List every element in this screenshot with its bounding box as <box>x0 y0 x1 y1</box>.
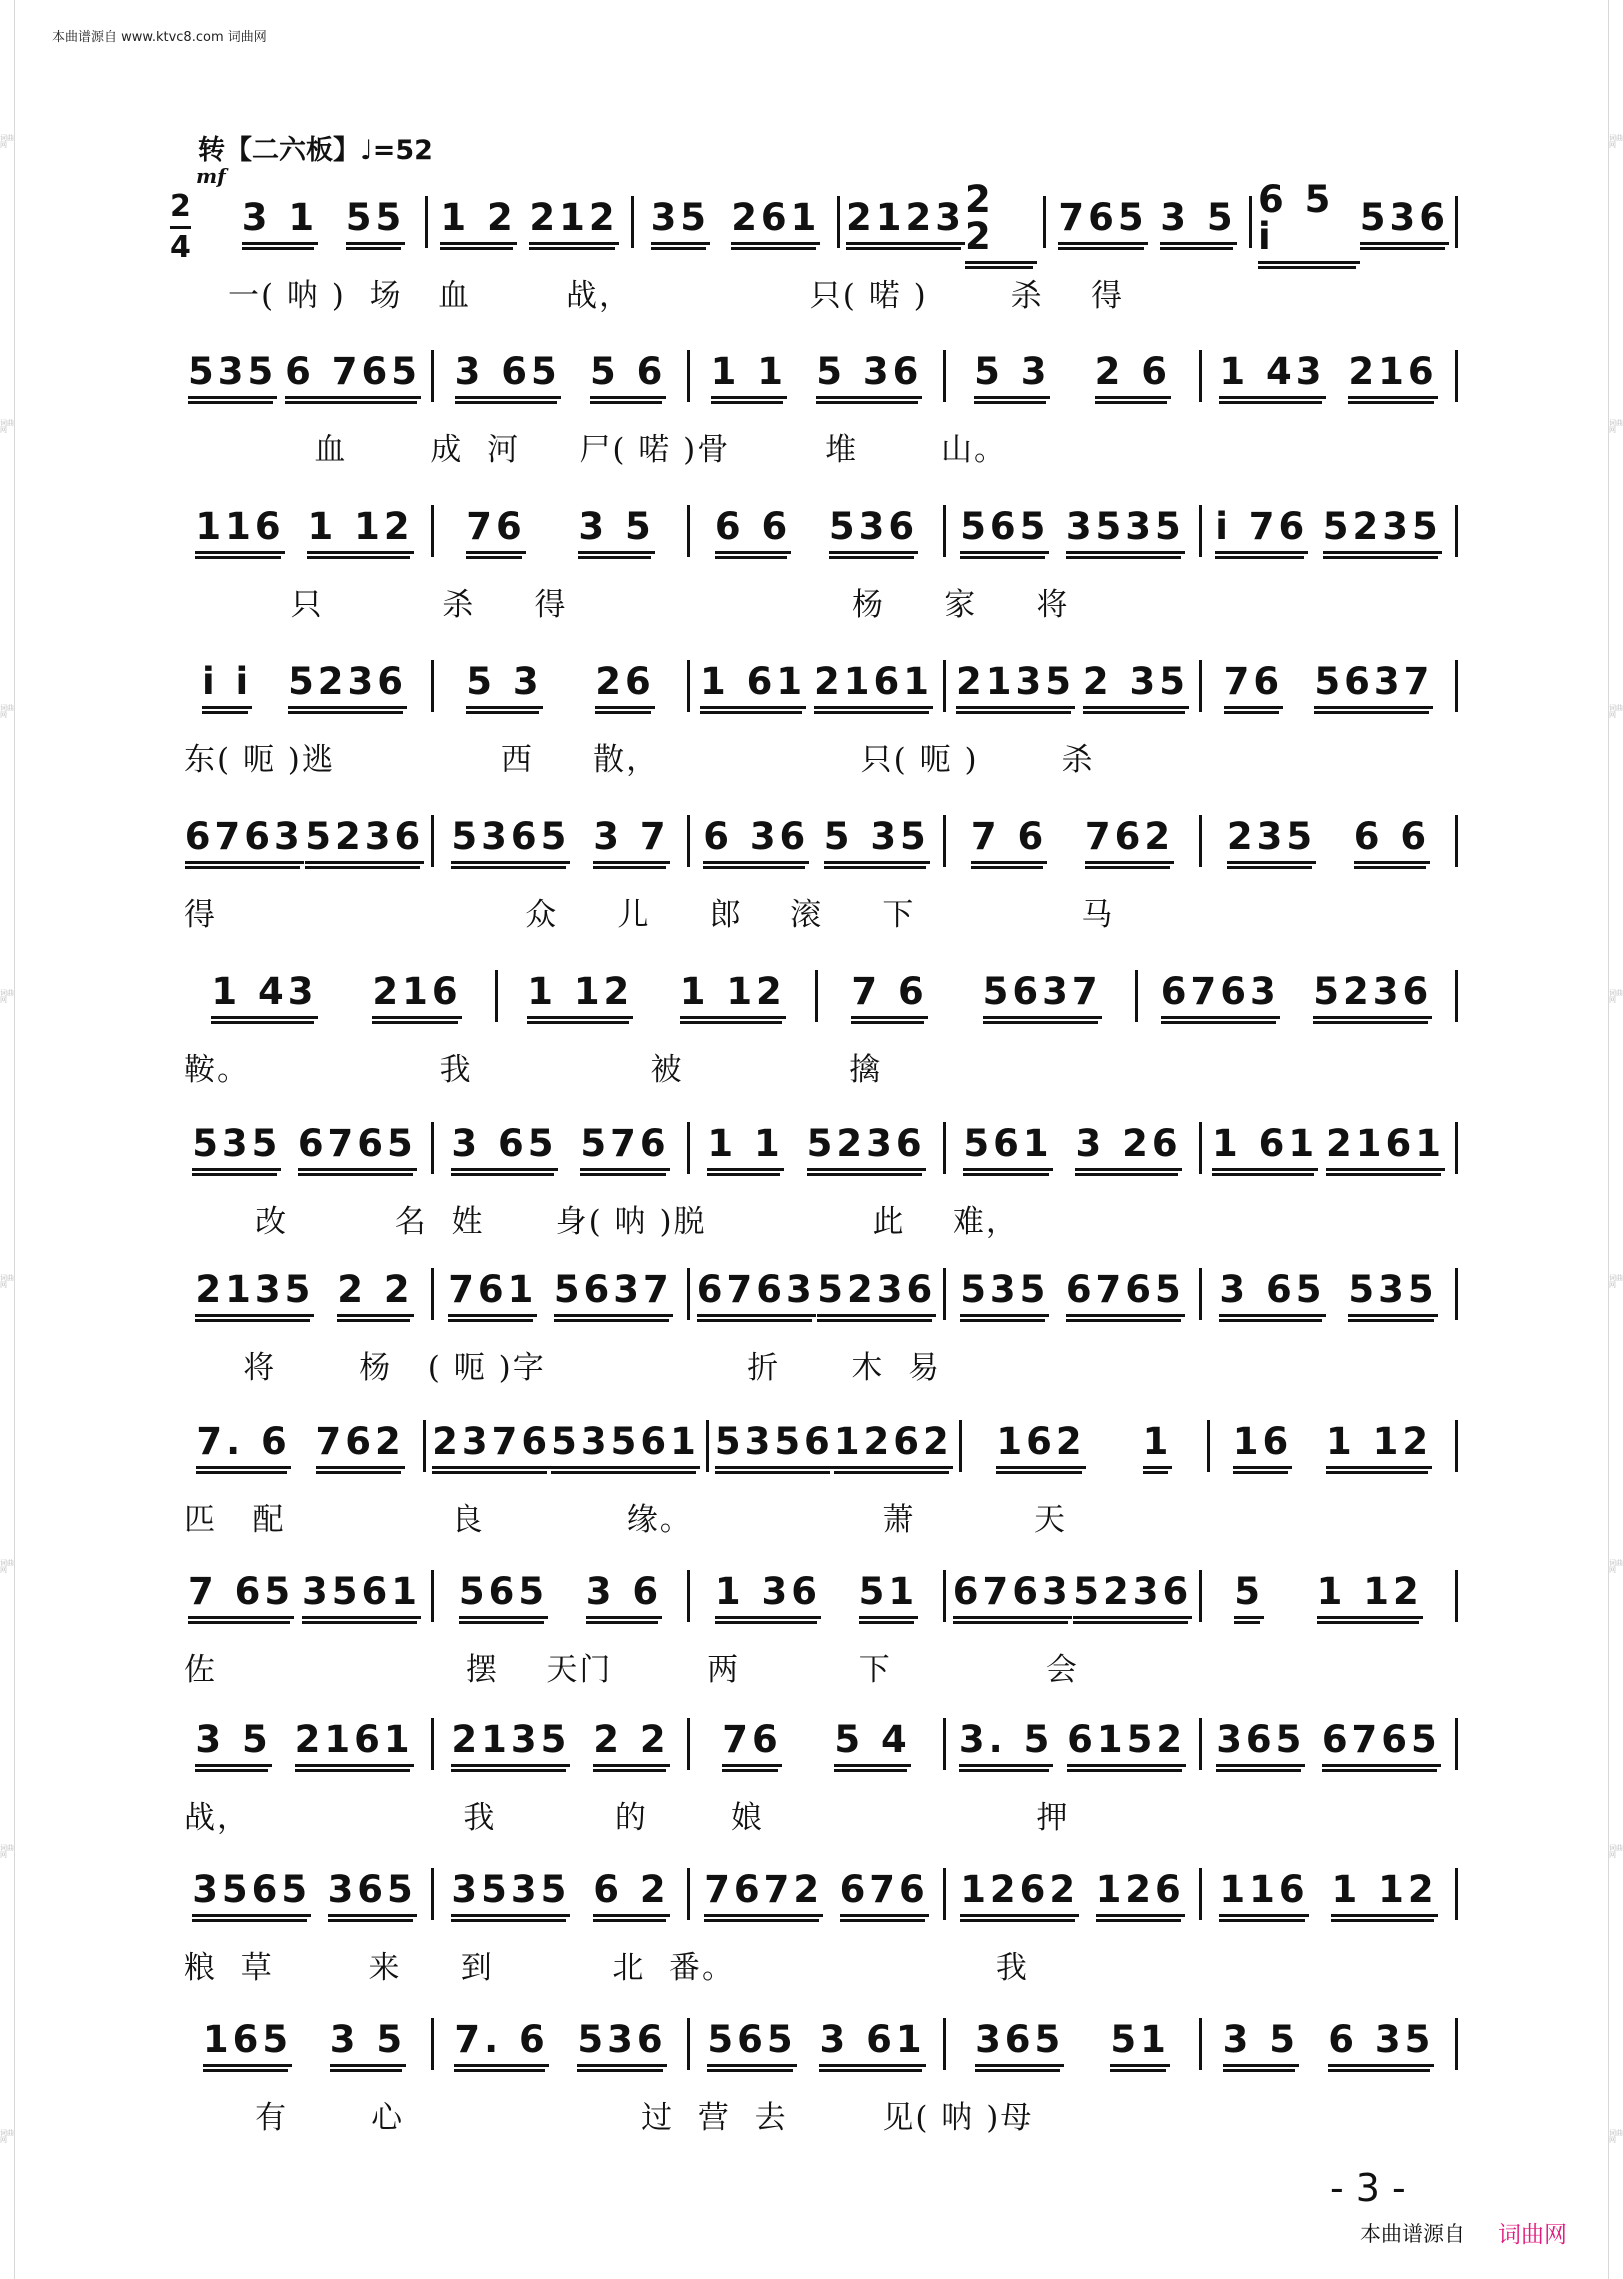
note-group: 535 <box>192 1125 281 1171</box>
note-group: 3 6 <box>586 1573 662 1619</box>
note-group: 6763 <box>953 1573 1072 1619</box>
note-group: 3535 <box>451 1871 570 1917</box>
measure <box>946 815 1202 867</box>
watermark-text: 词曲网 <box>0 704 14 720</box>
watermark-text: 词曲网 <box>0 1273 14 1289</box>
note-group: 7 65 <box>188 1573 294 1619</box>
notes-line <box>178 1122 1458 1174</box>
note-group: 6 36 <box>703 818 809 864</box>
notes-line <box>178 970 1458 1022</box>
note-group: 5236 <box>288 663 407 709</box>
note-group: 16 <box>1233 1423 1293 1469</box>
measure <box>1202 1268 1458 1320</box>
watermark-text: 词曲网 <box>1609 989 1623 1005</box>
note-group: 5236 <box>817 1271 936 1317</box>
lyrics-line: 将 杨 ( 呃 )字 折 木 易 <box>184 1350 942 1386</box>
note-group: 165 <box>203 2021 292 2067</box>
notes-line <box>178 2018 1458 2070</box>
score-system <box>178 1570 1458 1690</box>
measure <box>1202 350 1458 402</box>
note-group: 5 6 <box>590 353 666 399</box>
score-system <box>178 505 1458 625</box>
note-group: 565 <box>960 508 1049 554</box>
measure <box>1202 815 1458 867</box>
note-group: 2 2 <box>965 181 1037 264</box>
score-system <box>178 350 1458 470</box>
measure <box>178 660 434 712</box>
measure <box>946 660 1202 712</box>
note-group: 3. 5 <box>959 1721 1053 1767</box>
lyrics-line: 佐 摆 天门 两 下 会 <box>184 1652 1079 1688</box>
measure <box>1202 1122 1458 1174</box>
measure <box>178 350 434 402</box>
notes-line <box>222 177 1458 258</box>
note-group: 126 <box>1096 1871 1185 1917</box>
measure <box>498 970 818 1022</box>
note-group: 76 <box>466 508 526 554</box>
note-group: 3 5 <box>330 2021 406 2067</box>
note-group: 1 43 <box>1219 353 1325 399</box>
lyrics-line: 得 众 儿 郎 滚 下 马 <box>184 897 1115 933</box>
note-group: 1 43 <box>211 973 317 1019</box>
note-group: 1 12 <box>527 973 633 1019</box>
note-group: 5637 <box>1314 663 1433 709</box>
note-group: i i <box>202 663 252 709</box>
lyrics-line: 只 杀 得 杨 家 将 <box>184 587 1070 623</box>
note-group: 235 <box>1227 818 1316 864</box>
measure <box>709 1420 962 1472</box>
score-system <box>178 1868 1458 1988</box>
measure <box>690 505 946 557</box>
note-group: 1 12 <box>1331 1871 1437 1917</box>
tempo-marking: 转【二六板】♩=52 <box>198 135 433 166</box>
measure <box>434 1122 690 1174</box>
measure <box>946 2018 1202 2070</box>
note-group: 5236 <box>1313 973 1432 1019</box>
score-system <box>178 815 1458 935</box>
score-system <box>178 1718 1458 1838</box>
note-group: 536 <box>829 508 918 554</box>
measure <box>1202 505 1458 557</box>
measure <box>434 2018 690 2070</box>
measure <box>946 1268 1202 1320</box>
lyrics-line: 东( 呃 )逃 西 散， 只( 呃 ) 杀 <box>184 742 1095 778</box>
note-group: 3 7 <box>593 818 669 864</box>
measure <box>946 1122 1202 1174</box>
note-group: 535 <box>188 353 277 399</box>
note-group: 5235 <box>1323 508 1442 554</box>
note-group: 565 <box>707 2021 796 2067</box>
note-group: 1 <box>1143 1423 1173 1469</box>
measure <box>178 970 498 1022</box>
page-number: - 3 - <box>1330 2166 1406 2210</box>
time-signature-bar <box>170 226 191 229</box>
watermark-text: 词曲网 <box>1609 1273 1623 1289</box>
watermark-text: 词曲网 <box>1609 1843 1623 1859</box>
note-group: 7 6 <box>971 818 1047 864</box>
note-group: 6 2 <box>593 1871 669 1917</box>
measure <box>946 350 1202 402</box>
watermark-text: 词曲网 <box>0 1558 14 1574</box>
lyrics-line: 一( 呐 ) 场 血 战， 只( 喏 ) 杀 得 <box>228 278 1125 314</box>
measure <box>434 815 690 867</box>
score-system <box>178 2018 1458 2138</box>
measure <box>434 1570 690 1622</box>
note-group: 3 61 <box>819 2021 925 2067</box>
note-group: 1 1 <box>707 1125 783 1171</box>
measure <box>1202 1718 1458 1770</box>
measure <box>428 196 634 248</box>
notes-line <box>178 505 1458 557</box>
note-group: 3535 <box>1066 508 1185 554</box>
note-group: 2 6 <box>1095 353 1171 399</box>
lyrics-line: 粮 草 来 到 北 番。 我 <box>184 1950 1029 1986</box>
note-group: 216 <box>372 973 461 1019</box>
note-group: 2135 <box>451 1721 570 1767</box>
note-group: 6 35 <box>1328 2021 1434 2067</box>
measure <box>434 350 690 402</box>
note-group: 6763 <box>1161 973 1280 1019</box>
measure <box>434 505 690 557</box>
note-group: 53561 <box>551 1423 700 1469</box>
measure <box>690 350 946 402</box>
watermark-text: 词曲网 <box>0 419 14 435</box>
watermark-text: 词曲网 <box>0 989 14 1005</box>
measure <box>818 970 1138 1022</box>
note-group: 1 2 <box>440 199 516 245</box>
note-group: 3 65 <box>451 1125 557 1171</box>
measure <box>690 1868 946 1920</box>
note-group: 6 5 i <box>1258 181 1360 264</box>
note-group: 2 2 <box>337 1271 413 1317</box>
note-group: 5 3 <box>974 353 1050 399</box>
note-group: 5 35 <box>824 818 930 864</box>
notes-line <box>178 815 1458 867</box>
note-group: 5236 <box>305 818 424 864</box>
note-group: 1 12 <box>307 508 413 554</box>
note-group: 1262 <box>834 1423 953 1469</box>
watermark-text: 词曲网 <box>1609 704 1623 720</box>
score-system <box>178 970 1458 1090</box>
notes-line <box>178 350 1458 402</box>
time-signature-numerator: 2 <box>170 189 191 224</box>
note-group: 365 <box>975 2021 1064 2067</box>
note-group: 76 <box>1224 663 1284 709</box>
note-group: 536 <box>577 2021 666 2067</box>
note-group: 3 5 <box>1160 199 1236 245</box>
measure <box>178 1268 434 1320</box>
note-group: 26 <box>595 663 655 709</box>
dynamic-marking: mf <box>196 164 226 188</box>
notes-line <box>178 1420 1458 1472</box>
note-group: 1 1 <box>711 353 787 399</box>
measure <box>690 1268 946 1320</box>
right-edge-watermark-strip <box>1608 0 1623 2279</box>
note-group: 676 <box>840 1871 929 1917</box>
watermark-text: 词曲网 <box>1609 134 1623 150</box>
measure <box>840 177 1046 258</box>
measure <box>946 1570 1202 1622</box>
note-group: 5 <box>1234 1573 1264 1619</box>
left-edge-watermark-strip <box>0 0 15 2279</box>
measure <box>178 815 434 867</box>
note-group: 6765 <box>1066 1271 1185 1317</box>
watermark-text: 词曲网 <box>0 134 14 150</box>
note-group: 1 61 <box>1212 1125 1318 1171</box>
note-group: 1262 <box>960 1871 1079 1917</box>
measure <box>690 1122 946 1174</box>
watermark-text: 词曲网 <box>0 1843 14 1859</box>
note-group: 765 <box>1058 199 1147 245</box>
note-group: 116 <box>1219 1871 1308 1917</box>
note-group: 5 4 <box>834 1721 910 1767</box>
note-group: 762 <box>316 1423 405 1469</box>
note-group: 2135 <box>195 1271 314 1317</box>
note-group: 3 65 <box>455 353 561 399</box>
measure <box>690 1718 946 1770</box>
note-group: 565 <box>459 1573 548 1619</box>
score-system <box>178 1122 1458 1242</box>
measure <box>434 660 690 712</box>
note-group: 762 <box>1085 818 1174 864</box>
time-signature-denominator: 4 <box>170 230 191 265</box>
lyrics-line: 鞍。 我 被 擒 <box>184 1052 883 1088</box>
note-group: 7. 6 <box>454 2021 548 2067</box>
note-group: 51 <box>859 1573 919 1619</box>
measure <box>434 1268 690 1320</box>
note-group: 5236 <box>807 1125 926 1171</box>
watermark-text: 词曲网 <box>1609 419 1623 435</box>
measure <box>178 1868 434 1920</box>
watermark-text: 词曲网 <box>1609 1558 1623 1574</box>
note-group: 35 <box>651 199 711 245</box>
note-group: 2161 <box>295 1721 414 1767</box>
measure <box>1202 1868 1458 1920</box>
note-group: 6 765 <box>285 353 421 399</box>
watermark-text: 词曲网 <box>1609 2128 1623 2144</box>
lyrics-line: 改 名 姓 身( 呐 )脱 此 难， <box>184 1204 1019 1240</box>
note-group: 76 <box>722 1721 782 1767</box>
note-group: 1 61 <box>700 663 806 709</box>
note-group: 2 2 <box>593 1721 669 1767</box>
notes-line <box>178 1718 1458 1770</box>
time-signature <box>170 189 191 265</box>
note-group: 5356 <box>715 1423 834 1469</box>
note-group: 6763 <box>185 818 304 864</box>
note-group: 261 <box>731 199 820 245</box>
note-group: 576 <box>580 1125 669 1171</box>
measure <box>690 1570 946 1622</box>
footer-source-label: 本曲谱源自 <box>1360 2222 1465 2246</box>
note-group: 2135 <box>956 663 1075 709</box>
note-group: 6765 <box>1322 1721 1441 1767</box>
note-group: 535 <box>960 1271 1049 1317</box>
measure <box>946 1718 1202 1770</box>
measure <box>1046 196 1252 248</box>
note-group: 365 <box>1216 1721 1305 1767</box>
note-group: 1 12 <box>1317 1573 1423 1619</box>
note-group: 7. 6 <box>196 1423 290 1469</box>
notes-line <box>178 1868 1458 1920</box>
score-system <box>178 660 1458 780</box>
note-group: 6 6 <box>1354 818 1430 864</box>
lyrics-line: 战， 我 的 娘 押 <box>184 1800 1070 1836</box>
note-group: 5 3 <box>466 663 542 709</box>
note-group: 6 6 <box>715 508 791 554</box>
measure <box>946 505 1202 557</box>
note-group: 3 1 <box>242 199 318 245</box>
measure <box>222 196 428 248</box>
note-group: 5637 <box>554 1271 673 1317</box>
measure <box>962 1420 1210 1472</box>
note-group: 536 <box>1360 199 1449 245</box>
note-group: 535 <box>1348 1271 1437 1317</box>
note-group: 561 <box>963 1125 1052 1171</box>
score-system <box>178 1268 1458 1388</box>
score-system <box>222 177 1458 316</box>
note-group: 3 5 <box>195 1721 271 1767</box>
note-group: 5236 <box>1073 1573 1192 1619</box>
notes-line <box>178 660 1458 712</box>
note-group: 5365 <box>451 818 570 864</box>
note-group: 7 6 <box>851 973 927 1019</box>
watermark-text: 词曲网 <box>0 2128 14 2144</box>
measure <box>178 1570 434 1622</box>
note-group: 2161 <box>1326 1125 1445 1171</box>
note-group: 1 12 <box>1326 1423 1432 1469</box>
notes-line <box>178 1268 1458 1320</box>
measure <box>690 2018 946 2070</box>
note-group: 1 12 <box>680 973 786 1019</box>
measure <box>178 1122 434 1174</box>
note-group: 761 <box>448 1271 537 1317</box>
note-group: 5637 <box>983 973 1102 1019</box>
note-group: 5 36 <box>816 353 922 399</box>
note-group: 2376 <box>432 1423 551 1469</box>
score-system <box>178 1420 1458 1540</box>
note-group: 6765 <box>298 1125 417 1171</box>
note-group: 2 35 <box>1083 663 1189 709</box>
note-group: 2123 <box>846 199 965 245</box>
measure <box>1252 177 1458 258</box>
note-group: 3565 <box>192 1871 311 1917</box>
note-group: 3 5 <box>578 508 654 554</box>
note-group: 7672 <box>704 1871 823 1917</box>
note-group: 6763 <box>697 1271 816 1317</box>
note-group: 1 36 <box>715 1573 821 1619</box>
measure <box>178 2018 434 2070</box>
header-source-note: 本曲谱源自 www.ktvc8.com 词曲网 <box>52 30 267 45</box>
note-group: 212 <box>529 199 618 245</box>
note-group: 3 65 <box>1219 1271 1325 1317</box>
lyrics-line: 有 心 过 营 去 见( 呐 )母 <box>184 2100 1034 2136</box>
notes-line <box>178 1570 1458 1622</box>
note-group: 116 <box>195 508 284 554</box>
measure <box>426 1420 709 1472</box>
lyrics-line: 血 成 河 尸( 喏 )骨 堆 山。 <box>184 432 1008 468</box>
measure <box>1210 1420 1458 1472</box>
note-group: i 76 <box>1215 508 1308 554</box>
measure <box>690 660 946 712</box>
note-group: 365 <box>328 1871 417 1917</box>
measure <box>178 1420 426 1472</box>
note-group: 2161 <box>814 663 933 709</box>
measure <box>1138 970 1458 1022</box>
measure <box>1202 1570 1458 1622</box>
measure <box>1202 660 1458 712</box>
note-group: 6152 <box>1067 1721 1186 1767</box>
note-group: 3 5 <box>1223 2021 1299 2067</box>
note-group: 162 <box>996 1423 1085 1469</box>
note-group: 3561 <box>302 1573 421 1619</box>
measure <box>178 505 434 557</box>
measure <box>1202 2018 1458 2070</box>
measure <box>434 1718 690 1770</box>
note-group: 216 <box>1348 353 1437 399</box>
measure <box>946 1868 1202 1920</box>
measure <box>434 1868 690 1920</box>
note-group: 51 <box>1110 2021 1170 2067</box>
footer-brand-label: 词曲网 <box>1498 2222 1567 2248</box>
measure <box>634 196 840 248</box>
measure <box>690 815 946 867</box>
measure <box>178 1718 434 1770</box>
lyrics-line: 匹 配 良 缘。 萧 天 <box>184 1502 1067 1538</box>
note-group: 3 26 <box>1075 1125 1181 1171</box>
note-group: 55 <box>346 199 406 245</box>
